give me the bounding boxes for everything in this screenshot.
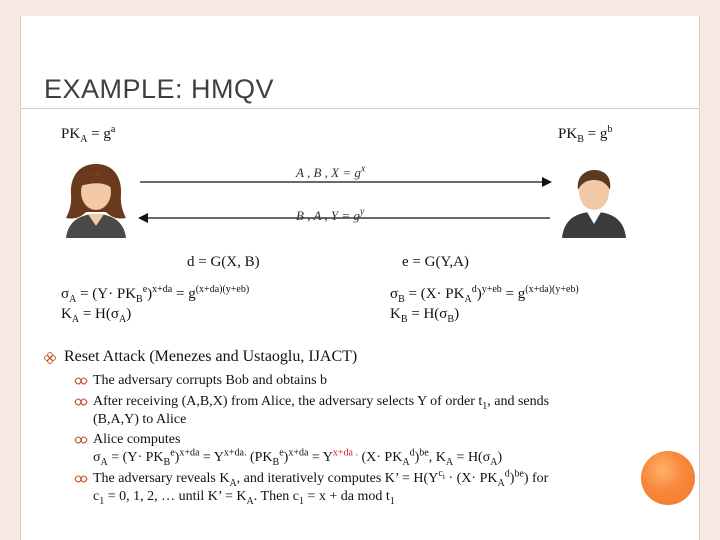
decorative-orange-circle bbox=[641, 451, 695, 505]
alice-public-key: $PK_A = g^a$ bbox=[61, 124, 116, 145]
bullet-flower-icon bbox=[44, 352, 56, 364]
arrowhead-right-icon bbox=[542, 177, 552, 187]
highlighted-exponent: x+da . bbox=[332, 447, 358, 459]
alice-sigma: $\sigma_A = (Y\cdot PK_B^e)^{x+da} = g^{(x+da)(y+eb)}$ bbox=[61, 284, 250, 305]
bob-key: $K_B = H(\sigma_B)$ bbox=[390, 306, 460, 325]
d-equation: d = G(X, B) bbox=[187, 254, 260, 270]
sub-bullet-icon bbox=[74, 396, 88, 408]
bullet-4: The adversary reveals $K_A$, and iteratively computes K’ = $H(Y^{c_i} \cdot (X\cdot PK_A^d)^{be})$ for $c_1 = 0$, 1, 2, … until K’ = $K_A$. Then $c_1 = x$ + da mod $t_1$ bbox=[93, 468, 549, 507]
bullet-1: The adversary corrupts Bob and obtains b bbox=[93, 373, 328, 388]
title-divider bbox=[20, 108, 700, 109]
alice-avatar-icon bbox=[60, 160, 132, 238]
bullet-2: After receiving (A,B,X) from Alice, the adversary selects Y of order $t_1$, and sends (B,A,Y) to Alice bbox=[93, 394, 550, 427]
alice-key: $K_A = H(\sigma_A)$ bbox=[61, 306, 132, 325]
message-a-b-x: A , B , $X = g^x$ bbox=[296, 163, 366, 180]
sub-bullet-icon bbox=[74, 375, 88, 387]
arrowhead-left-icon bbox=[138, 213, 148, 223]
slide-title: EXAMPLE: HMQV bbox=[44, 74, 275, 104]
sub-bullet-icon bbox=[74, 473, 88, 485]
message-b-a-y: B , A , $Y = g^y$ bbox=[296, 206, 365, 223]
bob-public-key: $PK_B = g^b$ bbox=[558, 124, 613, 145]
bob-avatar-icon bbox=[558, 164, 630, 238]
e-equation: e = G(Y,A) bbox=[402, 254, 469, 270]
bullet-3: Alice computes $\sigma_A = (Y\cdot PK_B^e)^{x+da} = Y^{x+da.}$ $(PK_B^e)^{x+da} = Y^{x+da .}$ $(X\cdot PK_A^d)^{be}$, $K_A = H(\sigma_A)$ bbox=[93, 432, 503, 468]
sub-bullet-icon bbox=[74, 434, 88, 446]
main-bullet-text: Reset Attack (Menezes and Ustaoglu, IJACT) bbox=[64, 348, 358, 365]
bob-sigma: $\sigma_B = (X\cdot PK_A^d)^{y+eb} = g^{(x+da)(y+eb)}$ bbox=[390, 284, 579, 305]
